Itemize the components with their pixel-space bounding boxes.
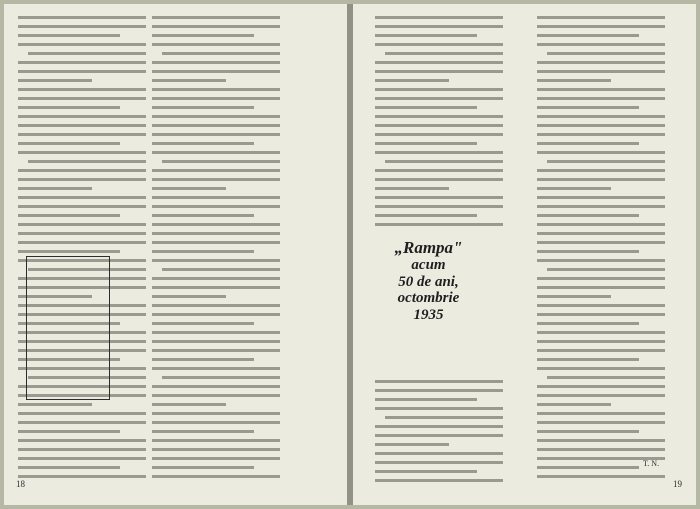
- text-line-placeholder: [152, 70, 280, 73]
- text-line-placeholder: [537, 250, 639, 253]
- text-line-placeholder: [537, 70, 665, 73]
- text-line-placeholder: [162, 52, 280, 55]
- page-number-left: 18: [16, 479, 25, 489]
- text-line-placeholder: [152, 331, 280, 334]
- text-line-placeholder: [537, 205, 665, 208]
- text-line-placeholder: [537, 34, 639, 37]
- text-line-placeholder: [18, 448, 146, 451]
- page-number-right: 19: [673, 479, 682, 489]
- text-line-placeholder: [375, 151, 503, 154]
- text-line-placeholder: [537, 394, 665, 397]
- text-line-placeholder: [18, 34, 120, 37]
- text-line-placeholder: [152, 178, 280, 181]
- text-line-placeholder: [385, 52, 503, 55]
- text-line-placeholder: [375, 43, 503, 46]
- text-line-placeholder: [375, 425, 503, 428]
- text-line-placeholder: [152, 304, 280, 307]
- text-line-placeholder: [537, 178, 665, 181]
- text-line-placeholder: [547, 376, 665, 379]
- text-line-placeholder: [152, 439, 280, 442]
- text-line-placeholder: [537, 196, 665, 199]
- text-line-placeholder: [375, 389, 503, 392]
- text-line-placeholder: [375, 115, 503, 118]
- text-line-placeholder: [18, 241, 146, 244]
- text-line-placeholder: [152, 286, 280, 289]
- text-line-placeholder: [537, 241, 665, 244]
- text-line-placeholder: [375, 88, 503, 91]
- text-line-placeholder: [375, 479, 503, 482]
- text-line-placeholder: [375, 16, 503, 19]
- text-line-placeholder: [537, 340, 665, 343]
- text-line-placeholder: [18, 412, 146, 415]
- text-line-placeholder: [375, 434, 503, 437]
- text-line-placeholder: [375, 187, 449, 190]
- text-line-placeholder: [152, 403, 226, 406]
- left-text-column-2: [152, 10, 280, 478]
- text-line-placeholder: [152, 421, 280, 424]
- text-line-placeholder: [537, 331, 665, 334]
- text-line-placeholder: [537, 421, 665, 424]
- text-line-placeholder: [537, 466, 639, 469]
- text-line-placeholder: [152, 430, 254, 433]
- text-line-placeholder: [375, 452, 503, 455]
- text-line-placeholder: [162, 268, 280, 271]
- text-line-placeholder: [152, 259, 280, 262]
- text-line-placeholder: [537, 322, 639, 325]
- text-line-placeholder: [152, 196, 280, 199]
- text-line-placeholder: [152, 61, 280, 64]
- text-line-placeholder: [375, 70, 503, 73]
- text-line-placeholder: [152, 313, 280, 316]
- text-line-placeholder: [18, 421, 146, 424]
- right-text-column-2: [537, 10, 665, 478]
- rampa-subtitle-line-1: acum: [411, 256, 446, 273]
- text-line-placeholder: [152, 385, 280, 388]
- text-line-placeholder: [375, 380, 503, 383]
- boxed-paragraph: [26, 256, 110, 400]
- text-line-placeholder: [18, 250, 120, 253]
- text-line-placeholder: [18, 178, 146, 181]
- rampa-subtitle-line-2: 50 de ani,: [398, 273, 459, 290]
- text-line-placeholder: [537, 223, 665, 226]
- text-line-placeholder: [537, 43, 665, 46]
- text-line-placeholder: [152, 43, 280, 46]
- text-line-placeholder: [152, 475, 280, 478]
- text-line-placeholder: [375, 124, 503, 127]
- text-line-placeholder: [375, 34, 477, 37]
- text-line-placeholder: [375, 25, 503, 28]
- text-line-placeholder: [537, 295, 611, 298]
- text-line-placeholder: [152, 97, 280, 100]
- text-line-placeholder: [537, 97, 665, 100]
- text-line-placeholder: [152, 322, 254, 325]
- text-line-placeholder: [152, 295, 226, 298]
- text-line-placeholder: [162, 376, 280, 379]
- text-line-placeholder: [152, 34, 254, 37]
- text-line-placeholder: [18, 475, 146, 478]
- rampa-subtitle-line-4: 1935: [413, 307, 444, 324]
- text-line-placeholder: [152, 277, 280, 280]
- text-line-placeholder: [537, 151, 665, 154]
- text-line-placeholder: [152, 88, 280, 91]
- text-line-placeholder: [18, 106, 120, 109]
- text-line-placeholder: [375, 398, 477, 401]
- text-line-placeholder: [537, 106, 639, 109]
- left-text-column-1: [18, 10, 146, 478]
- text-line-placeholder: [18, 223, 146, 226]
- text-line-placeholder: [375, 133, 503, 136]
- text-line-placeholder: [152, 466, 254, 469]
- text-line-placeholder: [152, 79, 226, 82]
- text-line-placeholder: [152, 214, 254, 217]
- text-line-placeholder: [152, 358, 254, 361]
- text-line-placeholder: [152, 349, 280, 352]
- text-line-placeholder: [152, 142, 254, 145]
- rampa-subtitle-line-3: octombrie: [397, 290, 460, 307]
- text-line-placeholder: [152, 241, 280, 244]
- text-line-placeholder: [375, 223, 503, 226]
- text-line-placeholder: [375, 79, 449, 82]
- text-line-placeholder: [537, 475, 665, 478]
- text-line-placeholder: [537, 133, 665, 136]
- text-line-placeholder: [18, 187, 92, 190]
- text-line-placeholder: [152, 106, 254, 109]
- text-line-placeholder: [375, 214, 477, 217]
- text-line-placeholder: [537, 349, 665, 352]
- text-line-placeholder: [152, 16, 280, 19]
- text-line-placeholder: [537, 259, 665, 262]
- text-line-placeholder: [152, 448, 280, 451]
- text-line-placeholder: [152, 367, 280, 370]
- text-line-placeholder: [537, 304, 665, 307]
- text-line-placeholder: [152, 223, 280, 226]
- text-line-placeholder: [385, 416, 503, 419]
- text-line-placeholder: [18, 205, 146, 208]
- text-line-placeholder: [152, 115, 280, 118]
- text-line-placeholder: [547, 268, 665, 271]
- text-line-placeholder: [18, 142, 120, 145]
- text-line-placeholder: [537, 142, 639, 145]
- text-line-placeholder: [547, 160, 665, 163]
- text-line-placeholder: [537, 448, 665, 451]
- text-line-placeholder: [537, 25, 665, 28]
- text-line-placeholder: [152, 412, 280, 415]
- text-line-placeholder: [18, 88, 146, 91]
- text-line-placeholder: [18, 457, 146, 460]
- text-line-placeholder: [537, 277, 665, 280]
- text-line-placeholder: [18, 466, 120, 469]
- text-line-placeholder: [537, 358, 639, 361]
- text-line-placeholder: [537, 313, 665, 316]
- text-line-placeholder: [18, 133, 146, 136]
- text-line-placeholder: [18, 430, 120, 433]
- text-line-placeholder: [547, 52, 665, 55]
- text-line-placeholder: [537, 88, 665, 91]
- text-line-placeholder: [28, 160, 146, 163]
- text-line-placeholder: [18, 70, 146, 73]
- text-line-placeholder: [18, 25, 146, 28]
- text-line-placeholder: [537, 385, 665, 388]
- text-line-placeholder: [375, 461, 503, 464]
- right-page: [353, 4, 696, 505]
- text-line-placeholder: [537, 124, 665, 127]
- right-bottom-column-1: [375, 374, 503, 486]
- text-line-placeholder: [375, 97, 503, 100]
- text-line-placeholder: [18, 214, 120, 217]
- text-line-placeholder: [537, 214, 639, 217]
- text-line-placeholder: [18, 124, 146, 127]
- text-line-placeholder: [375, 443, 449, 446]
- author-signature: T. N.: [643, 459, 660, 468]
- text-line-placeholder: [152, 133, 280, 136]
- text-line-placeholder: [375, 205, 503, 208]
- text-line-placeholder: [18, 97, 146, 100]
- text-line-placeholder: [162, 160, 280, 163]
- text-line-placeholder: [152, 124, 280, 127]
- text-line-placeholder: [375, 169, 503, 172]
- text-line-placeholder: [18, 439, 146, 442]
- text-line-placeholder: [537, 412, 665, 415]
- text-line-placeholder: [385, 160, 503, 163]
- text-line-placeholder: [537, 169, 665, 172]
- text-line-placeholder: [537, 61, 665, 64]
- text-line-placeholder: [18, 403, 92, 406]
- text-line-placeholder: [18, 196, 146, 199]
- text-line-placeholder: [375, 407, 503, 410]
- text-line-placeholder: [375, 470, 477, 473]
- text-line-placeholder: [152, 169, 280, 172]
- text-line-placeholder: [18, 232, 146, 235]
- text-line-placeholder: [28, 52, 146, 55]
- text-line-placeholder: [152, 394, 280, 397]
- text-line-placeholder: [375, 142, 477, 145]
- text-line-placeholder: [18, 151, 146, 154]
- right-top-column-1: [375, 10, 503, 228]
- left-page: [4, 4, 347, 505]
- text-line-placeholder: [537, 367, 665, 370]
- text-line-placeholder: [375, 196, 503, 199]
- text-line-placeholder: [18, 61, 146, 64]
- text-line-placeholder: [537, 232, 665, 235]
- text-line-placeholder: [537, 187, 611, 190]
- text-line-placeholder: [537, 286, 665, 289]
- text-line-placeholder: [537, 115, 665, 118]
- text-line-placeholder: [152, 340, 280, 343]
- text-line-placeholder: [537, 430, 639, 433]
- text-line-placeholder: [375, 178, 503, 181]
- text-line-placeholder: [375, 61, 503, 64]
- text-line-placeholder: [18, 16, 146, 19]
- text-line-placeholder: [18, 169, 146, 172]
- text-line-placeholder: [152, 151, 280, 154]
- text-line-placeholder: [18, 115, 146, 118]
- text-line-placeholder: [537, 439, 665, 442]
- text-line-placeholder: [152, 25, 280, 28]
- rampa-callout-box: [375, 239, 482, 324]
- text-line-placeholder: [537, 79, 611, 82]
- text-line-placeholder: [18, 43, 146, 46]
- text-line-placeholder: [152, 457, 280, 460]
- text-line-placeholder: [537, 16, 665, 19]
- rampa-title: „Rampa": [394, 238, 463, 257]
- text-line-placeholder: [152, 205, 280, 208]
- text-line-placeholder: [537, 403, 611, 406]
- text-line-placeholder: [375, 106, 477, 109]
- text-line-placeholder: [152, 232, 280, 235]
- text-line-placeholder: [152, 187, 226, 190]
- text-line-placeholder: [152, 250, 254, 253]
- text-line-placeholder: [18, 79, 92, 82]
